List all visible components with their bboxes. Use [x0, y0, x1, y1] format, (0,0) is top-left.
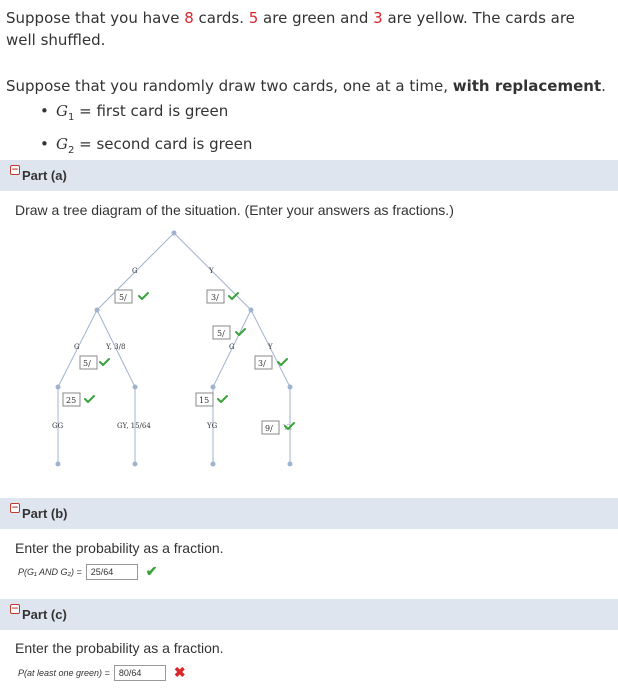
draw-text-part: Suppose that you randomly draw two cards, one at a time,	[6, 77, 453, 95]
draw-text-part: .	[601, 77, 606, 95]
part-b-title: Part (b)	[22, 506, 68, 521]
part-a-instruction: Draw a tree diagram of the situation. (Enter your answers as fractions.)	[15, 202, 454, 218]
branch-label-gy: Y, 3/8	[106, 343, 126, 351]
part-b-instruction: Enter the probability as a fraction.	[15, 540, 224, 556]
answer-yy-value: 3/	[258, 359, 266, 368]
event-subscript: 1	[67, 112, 75, 123]
event-text: = first card is green	[74, 102, 229, 120]
check-icon	[139, 293, 148, 299]
part-b-answer-input[interactable]: 25/64	[86, 564, 138, 580]
problem-text	[6, 7, 616, 51]
part-c-title: Part (c)	[22, 607, 67, 622]
answer-y-value: 3/	[211, 293, 219, 302]
branch-label-yg: G	[229, 343, 235, 351]
tree-node	[56, 462, 61, 467]
tree-node	[133, 385, 138, 390]
branch-label-g: G	[132, 267, 138, 275]
part-c-header[interactable]	[0, 599, 618, 630]
event-definitions	[40, 98, 252, 164]
problem-text-part: are green and	[258, 9, 374, 27]
part-c-label: P(at least one green) =	[18, 667, 110, 678]
leaf-label-gg: GG	[52, 422, 64, 430]
draw-text	[6, 75, 616, 97]
part-b-label: P(G₁ AND G₂) =	[18, 566, 82, 577]
event-text: = second card is green	[74, 135, 253, 153]
leaf-label-yy: YY	[283, 423, 294, 432]
branch-label-yy: Y	[268, 343, 273, 351]
yellow-count-value: 3	[373, 9, 383, 27]
total-cards-value: 8	[184, 9, 194, 27]
leaf-label-gy: GY, 15/64	[117, 422, 151, 430]
tree-node	[249, 308, 254, 313]
check-icon: ✔	[145, 563, 158, 579]
answer-yy-leaf-value: 9/	[265, 424, 273, 433]
check-icon	[100, 359, 109, 365]
answer-g-value: 5/	[119, 293, 127, 302]
green-count-value: 5	[248, 9, 259, 27]
branch-label-y: Y	[209, 267, 214, 275]
problem-text-part: cards.	[193, 9, 249, 27]
collapse-icon[interactable]: −	[11, 604, 19, 614]
event-item	[40, 98, 252, 131]
tree-node	[133, 462, 138, 467]
problem-text-part: Suppose that you have	[6, 9, 185, 27]
check-icon	[85, 396, 94, 402]
answer-yg-leaf-value: 15	[199, 396, 210, 405]
branch-label-gg: G	[74, 343, 80, 351]
part-a-title: Part (a)	[22, 168, 67, 183]
event-symbol: G	[56, 135, 68, 153]
answer-gg-leaf-value: 25	[66, 396, 77, 405]
collapse-icon[interactable]: −	[11, 165, 19, 175]
tree-node	[211, 385, 216, 390]
problem-text-part: are yellow. The cards are	[382, 9, 575, 27]
answer-gg-value: 5/	[83, 359, 91, 368]
tree-node	[211, 462, 216, 467]
leaf-label-yg: YG	[207, 422, 218, 430]
answer-yg-value: 5/	[217, 329, 225, 338]
event-symbol: G	[56, 102, 68, 120]
tree-node	[95, 308, 100, 313]
tree-node	[172, 231, 177, 236]
cross-icon: ✖	[173, 664, 186, 680]
tree-node	[288, 385, 293, 390]
tree-diagram	[0, 220, 618, 480]
part-b-header[interactable]	[0, 498, 618, 529]
check-icon	[278, 359, 287, 365]
part-a-header[interactable]	[0, 160, 618, 191]
collapse-icon[interactable]: −	[11, 503, 19, 513]
part-c-answer-row	[18, 664, 186, 681]
tree-node	[288, 462, 293, 467]
check-icon	[218, 396, 227, 402]
event-subscript: 2	[67, 145, 75, 156]
draw-text-emphasis: with replacement	[452, 77, 602, 95]
part-c-answer-input[interactable]: 80/64	[114, 665, 166, 681]
tree-node	[56, 385, 61, 390]
part-b-answer-row	[18, 563, 157, 580]
part-c-instruction: Enter the probability as a fraction.	[15, 640, 224, 656]
problem-text-part: well shuffled.	[6, 31, 106, 49]
